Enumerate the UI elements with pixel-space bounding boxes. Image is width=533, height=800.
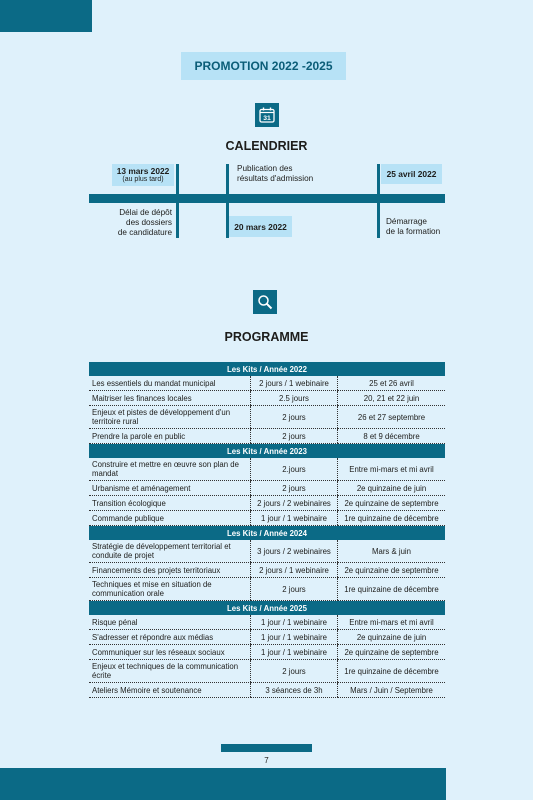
course-date: 1re quinzaine de décembre xyxy=(338,660,446,683)
table-row xyxy=(89,540,445,563)
course-duration: 3 séances de 3h xyxy=(251,683,338,698)
timeline-tick-1 xyxy=(176,164,179,238)
course-date: 1re quinzaine de décembre xyxy=(338,511,446,526)
course-date: Mars & juin xyxy=(338,540,446,563)
table-row xyxy=(89,630,445,645)
section-header: Les Kits / Année 2024 xyxy=(89,526,445,541)
course-duration: 3 jours / 2 webinaires xyxy=(251,540,338,563)
section-header-row xyxy=(89,526,445,541)
event-date-2 xyxy=(229,216,292,237)
course-duration: 2 jours / 1 webinaire xyxy=(251,563,338,578)
course-duration: 1 jour / 1 webinaire xyxy=(251,615,338,630)
course-name: Communiquer sur les réseaux sociaux xyxy=(89,645,251,660)
course-duration: 2.jours xyxy=(251,458,338,481)
course-name: Techniques et mise en situation de communication orale xyxy=(89,578,251,601)
table-row xyxy=(89,563,445,578)
event-date-1-text: 13 mars 2022 xyxy=(116,166,170,176)
table-row xyxy=(89,660,445,683)
event-date-3-text: 25 avril 2022 xyxy=(386,169,437,179)
table-row xyxy=(89,511,445,526)
table-row xyxy=(89,429,445,444)
timeline-tick-3 xyxy=(377,164,380,238)
programme-table xyxy=(89,362,445,698)
event-date-1 xyxy=(112,164,174,186)
section-header-row xyxy=(89,362,445,376)
course-name: Les essentiels du mandat municipal xyxy=(89,376,251,391)
course-date: Mars / Juin / Septembre xyxy=(338,683,446,698)
course-duration: 2 jours xyxy=(251,578,338,601)
course-name: S'adresser et répondre aux médias xyxy=(89,630,251,645)
course-duration: 2 jours / 2 webinaires xyxy=(251,496,338,511)
course-name: Financements des projets territoriaux xyxy=(89,563,251,578)
course-name: Maitriser les finances locales xyxy=(89,391,251,406)
course-name: Ateliers Mémoire et soutenance xyxy=(89,683,251,698)
course-duration: 2.5 jours xyxy=(251,391,338,406)
course-date: 2e quinzaine de juin xyxy=(338,481,446,496)
course-name: Enjeux et pistes de développement d'un territoire rural xyxy=(89,406,251,429)
table-row xyxy=(89,406,445,429)
course-name: Stratégie de développement territorial et conduite de projet xyxy=(89,540,251,563)
calendar-icon-day: 31 xyxy=(263,115,271,122)
section-header: Les Kits / Année 2022 xyxy=(89,362,445,376)
event-label-2: Publication des résultats d'admission xyxy=(237,164,314,183)
course-name: Transition écologique xyxy=(89,496,251,511)
event-label-3: Démarrage de la formation xyxy=(386,217,441,236)
table-row xyxy=(89,376,445,391)
event-date-2-text: 20 mars 2022 xyxy=(234,221,287,232)
course-date: Entre mi-mars et mi avril xyxy=(338,615,446,630)
course-duration: 1 jour / 1 webinaire xyxy=(251,511,338,526)
calendar-title: CALENDRIER xyxy=(225,139,308,153)
course-duration: 1 jour / 1 webinaire xyxy=(251,630,338,645)
course-duration: 2 jours / 1 webinaire xyxy=(251,376,338,391)
programme-title: PROGRAMME xyxy=(224,330,309,344)
course-duration: 1 jour / 1 webinaire xyxy=(251,645,338,660)
table-row xyxy=(89,496,445,511)
course-date: 2e quinzaine de juin xyxy=(338,630,446,645)
search-icon xyxy=(253,290,277,314)
event-label-1: Délai de dépôt des dossiers de candidature xyxy=(117,208,172,237)
event-date-1-note: (au plus tard) xyxy=(122,176,164,183)
course-duration: 2 jours xyxy=(251,406,338,429)
table-row xyxy=(89,458,445,481)
course-name: Urbanisme et aménagement xyxy=(89,481,251,496)
table-row xyxy=(89,481,445,496)
course-date: 1re quinzaine de décembre xyxy=(338,578,446,601)
table-row xyxy=(89,683,445,698)
course-date: 2e quinzaine de septembre xyxy=(338,563,446,578)
page-number-bar xyxy=(221,744,312,752)
course-duration: 2 jours xyxy=(251,660,338,683)
section-header-row xyxy=(89,444,445,459)
course-date: 2e quinzaine de septembre xyxy=(338,645,446,660)
section-header-row xyxy=(89,601,445,616)
course-name: Commande publique xyxy=(89,511,251,526)
table-row xyxy=(89,578,445,601)
table-row xyxy=(89,645,445,660)
course-date: 20, 21 et 22 juin xyxy=(338,391,446,406)
table-row xyxy=(89,391,445,406)
course-date: 2e quinzaine de septembre xyxy=(338,496,446,511)
course-name: Prendre la parole en public xyxy=(89,429,251,444)
section-header: Les Kits / Année 2025 xyxy=(89,601,445,616)
bottom-band xyxy=(0,768,446,800)
course-duration: 2 jours xyxy=(251,429,338,444)
course-date: 25 et 26 avril xyxy=(338,376,446,391)
course-duration: 2 jours xyxy=(251,481,338,496)
timeline-bar xyxy=(89,194,445,203)
course-name: Enjeux et techniques de la communication écrite xyxy=(89,660,251,683)
course-name: Construire et mettre en œuvre son plan de mandat xyxy=(89,458,251,481)
calendar-icon xyxy=(255,103,279,127)
section-header: Les Kits / Année 2023 xyxy=(89,444,445,459)
promotion-banner: PROMOTION 2022 -2025 xyxy=(181,52,346,80)
page-number: 7 xyxy=(264,756,269,765)
course-name: Risque pénal xyxy=(89,615,251,630)
table-row xyxy=(89,615,445,630)
top-corner-block xyxy=(0,0,92,32)
course-date: Entre mi-mars et mi avril xyxy=(338,458,446,481)
event-date-3 xyxy=(381,164,442,184)
course-date: 8 et 9 décembre xyxy=(338,429,446,444)
course-date: 26 et 27 septembre xyxy=(338,406,446,429)
